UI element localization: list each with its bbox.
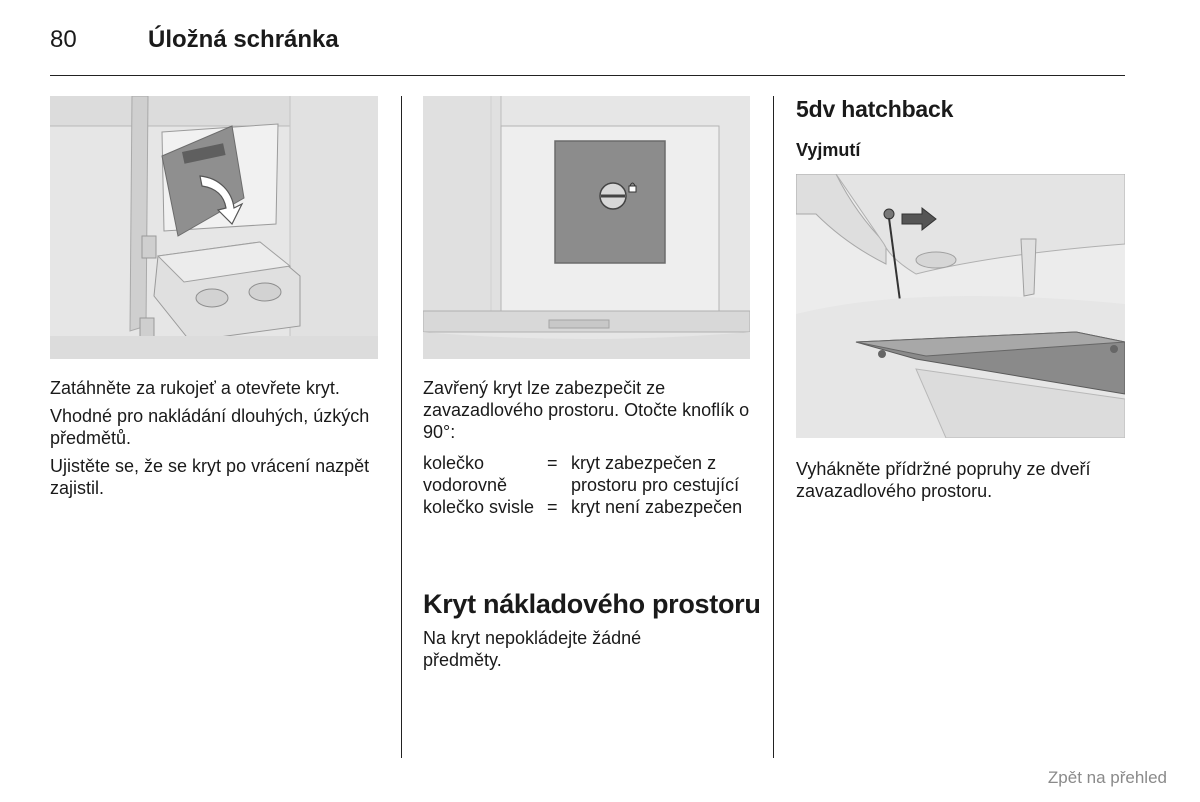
column1-paragraph: Vhodné pro nakládání dlouhých, úzkých předmětů. [50, 406, 370, 448]
header-divider [50, 75, 1125, 76]
column1-paragraph: Ujistěte se, že se kryt po vrácení nazpět zajistil. [50, 456, 370, 498]
tailgate-strap-drawing [796, 174, 1125, 438]
column-divider-1 [401, 96, 402, 758]
page-title: Úložná schránka [148, 26, 339, 53]
lock-knob-drawing [423, 96, 750, 359]
page-number: 80 [50, 26, 77, 53]
column3-text: Vyhákněte přídržné popruhy ze dveří zavazadlového prostoru. [796, 459, 1091, 501]
definition-row [423, 496, 763, 518]
definition-term: kolečko vodorovně [423, 453, 508, 495]
section-text: Na kryt nepokládejte žádné předměty. [423, 628, 642, 670]
column2-intro: Zavřený kryt lze zabezpečit ze zavazadlového prostoru. Otočte knoflík o 90°: [423, 378, 750, 442]
definition-separator: = [547, 453, 558, 473]
column1-text [50, 377, 390, 505]
illustration-tailgate-strap [796, 174, 1125, 438]
column-divider-2 [773, 96, 774, 758]
armrest-hatch-drawing [50, 96, 378, 359]
subsubsection-heading: Vyjmutí [796, 140, 861, 160]
definition-term: kolečko svisle [423, 497, 535, 517]
subsection-heading: 5dv hatchback [796, 96, 954, 122]
column1-paragraph: Zatáhněte za rukojeť a otevřete kryt. [50, 378, 340, 398]
illustration-armrest-hatch [50, 96, 378, 359]
definition-description: kryt není zabezpečen [571, 497, 743, 517]
back-to-overview-link[interactable]: Zpět na přehled [1047, 768, 1167, 787]
definition-separator: = [547, 497, 558, 517]
definition-table [423, 452, 763, 518]
section-heading: Kryt nákladového prostoru [423, 589, 761, 619]
illustration-lock-knob [423, 96, 750, 359]
definition-row [423, 452, 763, 496]
definition-description: kryt zabezpečen z prostoru pro cestující [571, 453, 740, 495]
